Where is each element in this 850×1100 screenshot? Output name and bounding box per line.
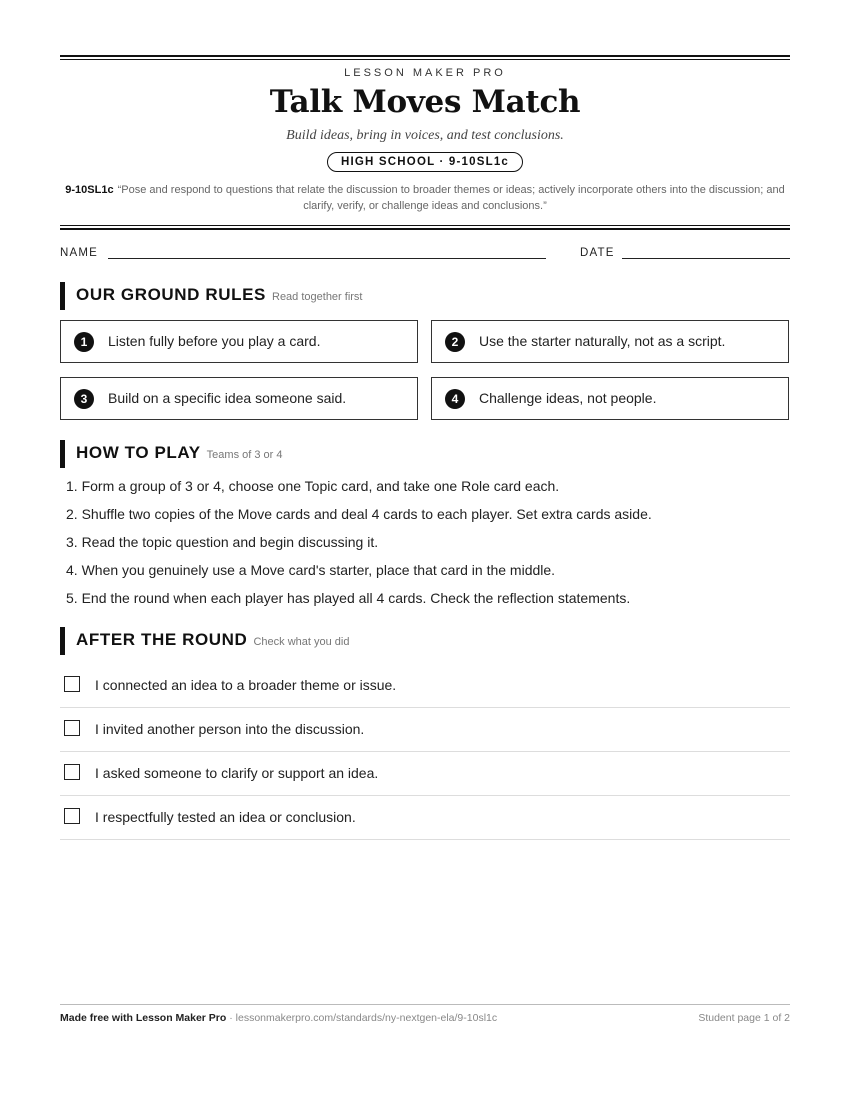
ground-rule-card bbox=[60, 320, 418, 363]
after-round-heading bbox=[60, 627, 790, 653]
checklist-item-label: I connected an idea to a broader theme or issue. bbox=[95, 677, 397, 693]
page-footer bbox=[60, 1012, 790, 1024]
step-item: 2. Shuffle two copies of the Move cards and deal 4 cards to each player. Set extra cards aside. bbox=[66, 506, 652, 522]
reflection-checklist bbox=[60, 664, 790, 840]
how-to-play-note: Teams of 3 or 4 bbox=[206, 449, 283, 461]
page-subtitle: Build ideas, bring in voices, and test conclusions. bbox=[286, 128, 564, 143]
checklist-item-label: I invited another person into the discussion. bbox=[95, 721, 365, 737]
rule-number-badge: 3 bbox=[74, 389, 94, 409]
checkbox[interactable] bbox=[64, 808, 80, 824]
footer-brand: Made free with Lesson Maker Pro bbox=[60, 1012, 227, 1024]
standard-code: 9-10SL1c bbox=[65, 184, 114, 196]
how-to-play-steps bbox=[66, 476, 786, 616]
step-item: 4. When you genuinely use a Move card's starter, place that card in the middle. bbox=[66, 562, 556, 578]
footer-url-link[interactable]: lessonmakerpro.com/standards/ny-nextgen-ela/9-10sl1c bbox=[235, 1012, 498, 1024]
standard-text: “Pose and respond to questions that relate the discussion to broader themes or ideas; actively incorporate others into the discussion; and clarify, verify, or challenge ideas and conclusions.” bbox=[117, 184, 785, 212]
checklist-item-label: I asked someone to clarify or support an idea. bbox=[95, 765, 379, 781]
header-top-rule bbox=[60, 55, 790, 57]
rule-text: Listen fully before you play a card. bbox=[108, 333, 321, 349]
checklist-item bbox=[60, 796, 790, 840]
section-marker bbox=[60, 627, 65, 655]
checkbox[interactable] bbox=[64, 676, 80, 692]
date-label: DATE bbox=[580, 247, 615, 259]
header-bottom-rule-thin bbox=[60, 225, 790, 226]
grade-standard-badge: HIGH SCHOOL · 9-10SL1c bbox=[327, 152, 523, 172]
footer-rule bbox=[60, 1004, 790, 1005]
checklist-item bbox=[60, 664, 790, 708]
after-round-note: Check what you did bbox=[253, 636, 350, 648]
rule-text: Use the starter naturally, not as a script. bbox=[479, 333, 726, 349]
ground-rules-note: Read together first bbox=[272, 291, 363, 303]
page-title: Talk Moves Match bbox=[269, 84, 581, 120]
after-round-title: AFTER THE ROUND bbox=[76, 630, 248, 649]
how-to-play-title: HOW TO PLAY bbox=[76, 443, 201, 462]
step-item: 5. End the round when each player has played all 4 cards. Check the reflection statements. bbox=[66, 590, 631, 606]
name-date-row bbox=[60, 246, 790, 262]
ground-rules-heading bbox=[60, 282, 790, 308]
ground-rule-card bbox=[431, 377, 789, 420]
section-marker bbox=[60, 282, 65, 310]
standard-description bbox=[60, 182, 790, 214]
ground-rule-card bbox=[60, 377, 418, 420]
checklist-item bbox=[60, 708, 790, 752]
step-item: 3. Read the topic question and begin discussing it. bbox=[66, 534, 379, 550]
brand-name: LESSON MAKER PRO bbox=[344, 67, 506, 79]
footer-separator: · bbox=[226, 1012, 236, 1024]
ground-rules-title: OUR GROUND RULES bbox=[76, 285, 266, 304]
header-bottom-rule bbox=[60, 228, 790, 230]
checklist-item-label: I respectfully tested an idea or conclusion. bbox=[95, 809, 356, 825]
section-marker bbox=[60, 440, 65, 468]
rule-number-badge: 2 bbox=[445, 332, 465, 352]
page-number: Student page 1 of 2 bbox=[698, 1012, 790, 1024]
header-top-rule-thin bbox=[60, 59, 790, 60]
ground-rule-card bbox=[431, 320, 789, 363]
checkbox[interactable] bbox=[64, 720, 80, 736]
name-field[interactable] bbox=[108, 258, 546, 259]
step-item: 1. Form a group of 3 or 4, choose one Topic card, and take one Role card each. bbox=[66, 478, 560, 494]
rule-number-badge: 1 bbox=[74, 332, 94, 352]
rule-text: Challenge ideas, not people. bbox=[479, 390, 657, 406]
checklist-item bbox=[60, 752, 790, 796]
rule-text: Build on a specific idea someone said. bbox=[108, 390, 347, 406]
rule-number-badge: 4 bbox=[445, 389, 465, 409]
name-label: NAME bbox=[60, 247, 99, 259]
how-to-play-heading bbox=[60, 440, 790, 466]
date-field[interactable] bbox=[622, 258, 790, 259]
checkbox[interactable] bbox=[64, 764, 80, 780]
